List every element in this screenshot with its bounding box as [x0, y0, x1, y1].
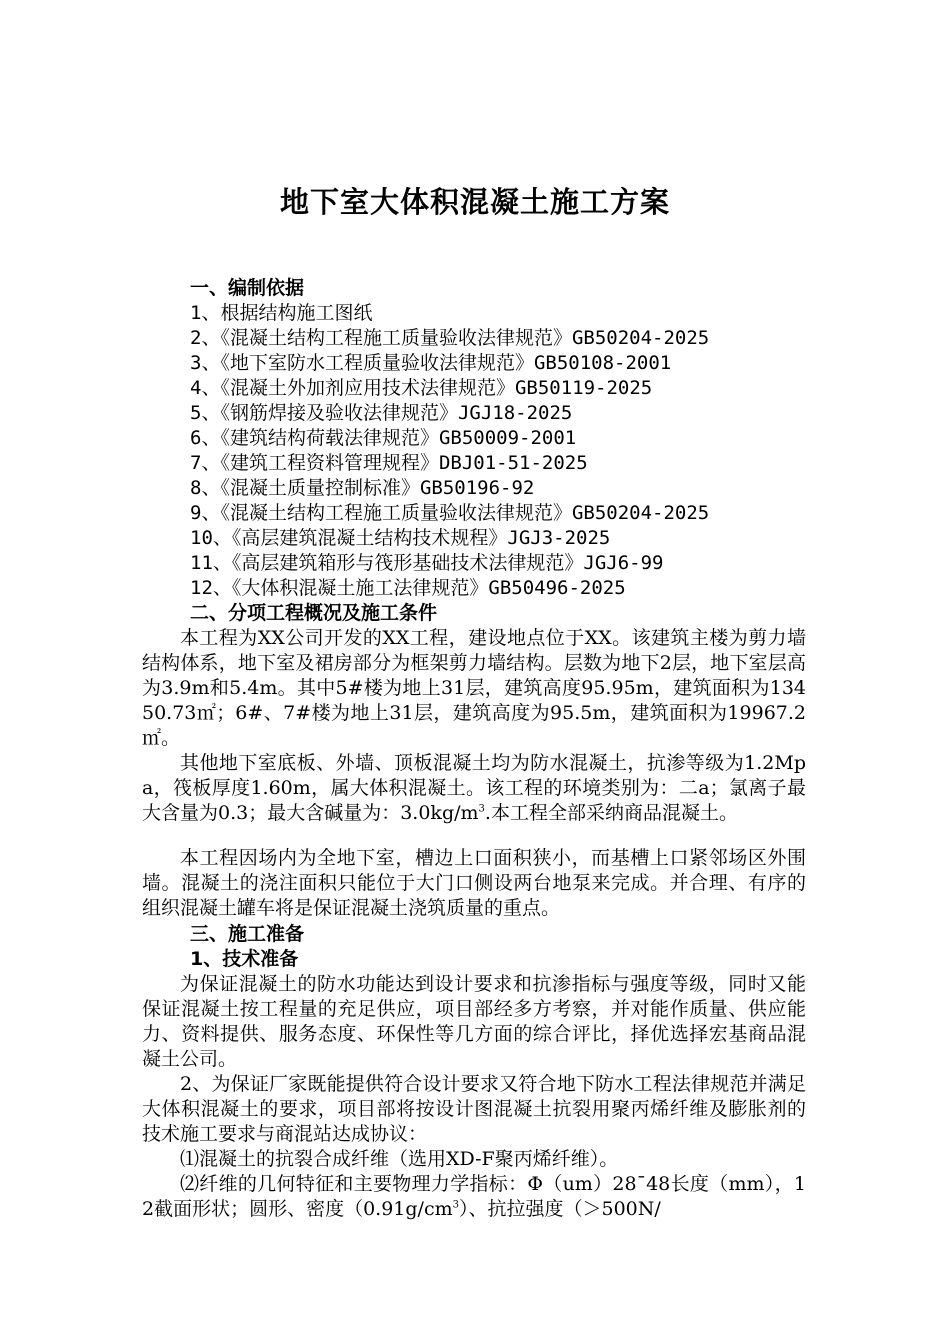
overview-paragraph-2-text: 其他地下室底板、外墙、顶板混凝土均为防水混凝土，抗渗等级为1.2Mpa，筏板厚度1.60m，属大体积混凝土。该工程的环境类别为：二a；氯离子最大含量为0.3；最大含碱量为：3.0kg/m	[142, 752, 806, 824]
overview-paragraph-2-tail: .本工程全部采纳商品混凝土。	[484, 802, 738, 824]
preparation-paragraph-1: 为保证混凝土的防水功能达到设计要求和抗渗指标与强度等级，同时又能保证混凝土按工程量的充足供应，项目部经多方考察，并对能作质量、供应能力、资料提供、服务态度、环保性等几方面的综合评比，择优选择宏基商品混凝土公司。	[142, 973, 806, 1070]
overview-paragraph-2	[142, 751, 806, 826]
list-item: 10、《高层建筑混凝土结构技术规程》JGJ3-2025	[190, 527, 611, 549]
overview-paragraph-3: 本工程因场内为全地下室，槽边上口面积狭小，而基槽上口紧邻场区外围墙。混凝土的浇注面积只能位于大门口侧设两台地泵来完成。并合理、有序的组织混凝土罐车将是保证混凝土浇筑质量的重点。	[142, 847, 806, 919]
preparation-item-1: ⑴混凝土的抗裂合成纤维（选用XD-F聚丙烯纤维）。	[180, 1148, 619, 1170]
list-item: 1、根据结构施工图纸	[190, 302, 373, 324]
section-heading-basis: 一、编制依据	[190, 277, 305, 299]
list-item: 12、《大体积混凝土施工法律规范》GB50496-2025	[190, 577, 626, 599]
preparation-item-2-tail: ）、抗拉强度（＞500N/	[459, 1198, 661, 1220]
superscript: 3	[452, 1199, 459, 1211]
list-item: 7、《建筑工程资料管理规程》DBJ01-51-2025	[190, 452, 588, 474]
list-item: 3、《地下室防水工程质量验收法律规范》GB50108-2001	[190, 352, 672, 374]
list-item: 11、《高层建筑箱形与筏形基础技术法律规范》JGJ6-99	[190, 552, 664, 574]
document-title: 地下室大体积混凝土施工方案	[279, 185, 670, 219]
list-item: 5、《钢筋焊接及验收法律规范》JGJ18-2025	[190, 402, 573, 424]
superscript: 3	[478, 803, 485, 815]
subsection-heading-technical: 1、技术准备	[190, 948, 299, 970]
list-item: 2、《混凝土结构工程施工质量验收法律规范》GB50204-2025	[190, 327, 710, 349]
section-heading-preparation: 三、施工准备	[190, 923, 305, 945]
list-item: 4、《混凝土外加剂应用技术法律规范》GB50119-2025	[190, 377, 653, 399]
preparation-item-2	[142, 1172, 806, 1222]
overview-paragraph-1: 本工程为XX公司开发的XX工程，建设地点位于XX。该建筑主楼为剪力墙结构体系，地下室及裙房部分为框架剪力墙结构。层数为地下2层，地下室层高为3.9m和5.4m。其中5#楼为地上31层，建筑高度95.95m，建筑面积为13450.73㎡；6#、7#楼为地上31层，建筑高度为95.5m，建筑面积为19967.2㎡。	[142, 627, 806, 749]
preparation-paragraph-2: 2、为保证厂家既能提供符合设计要求又符合地下防水工程法律规范并满足大体积混凝土的要求，项目部将按设计图混凝土抗裂用聚丙烯纤维及膨胀剂的技术施工要求与商混站达成协议：	[142, 1073, 806, 1145]
list-item: 6、《建筑结构荷载法律规范》GB50009-2001	[190, 427, 577, 449]
list-item: 8、《混凝土质量控制标准》GB50196-92	[190, 477, 535, 499]
section-heading-overview: 二、分项工程概况及施工条件	[190, 602, 438, 624]
list-item: 9、《混凝土结构工程施工质量验收法律规范》GB50204-2025	[190, 502, 710, 524]
preparation-item-2-text: ⑵纤维的几何特征和主要物理力学指标：Φ（um）28ˉ48长度（mm），12截面形状；圆形、密度（0.91g/cm	[142, 1173, 806, 1220]
